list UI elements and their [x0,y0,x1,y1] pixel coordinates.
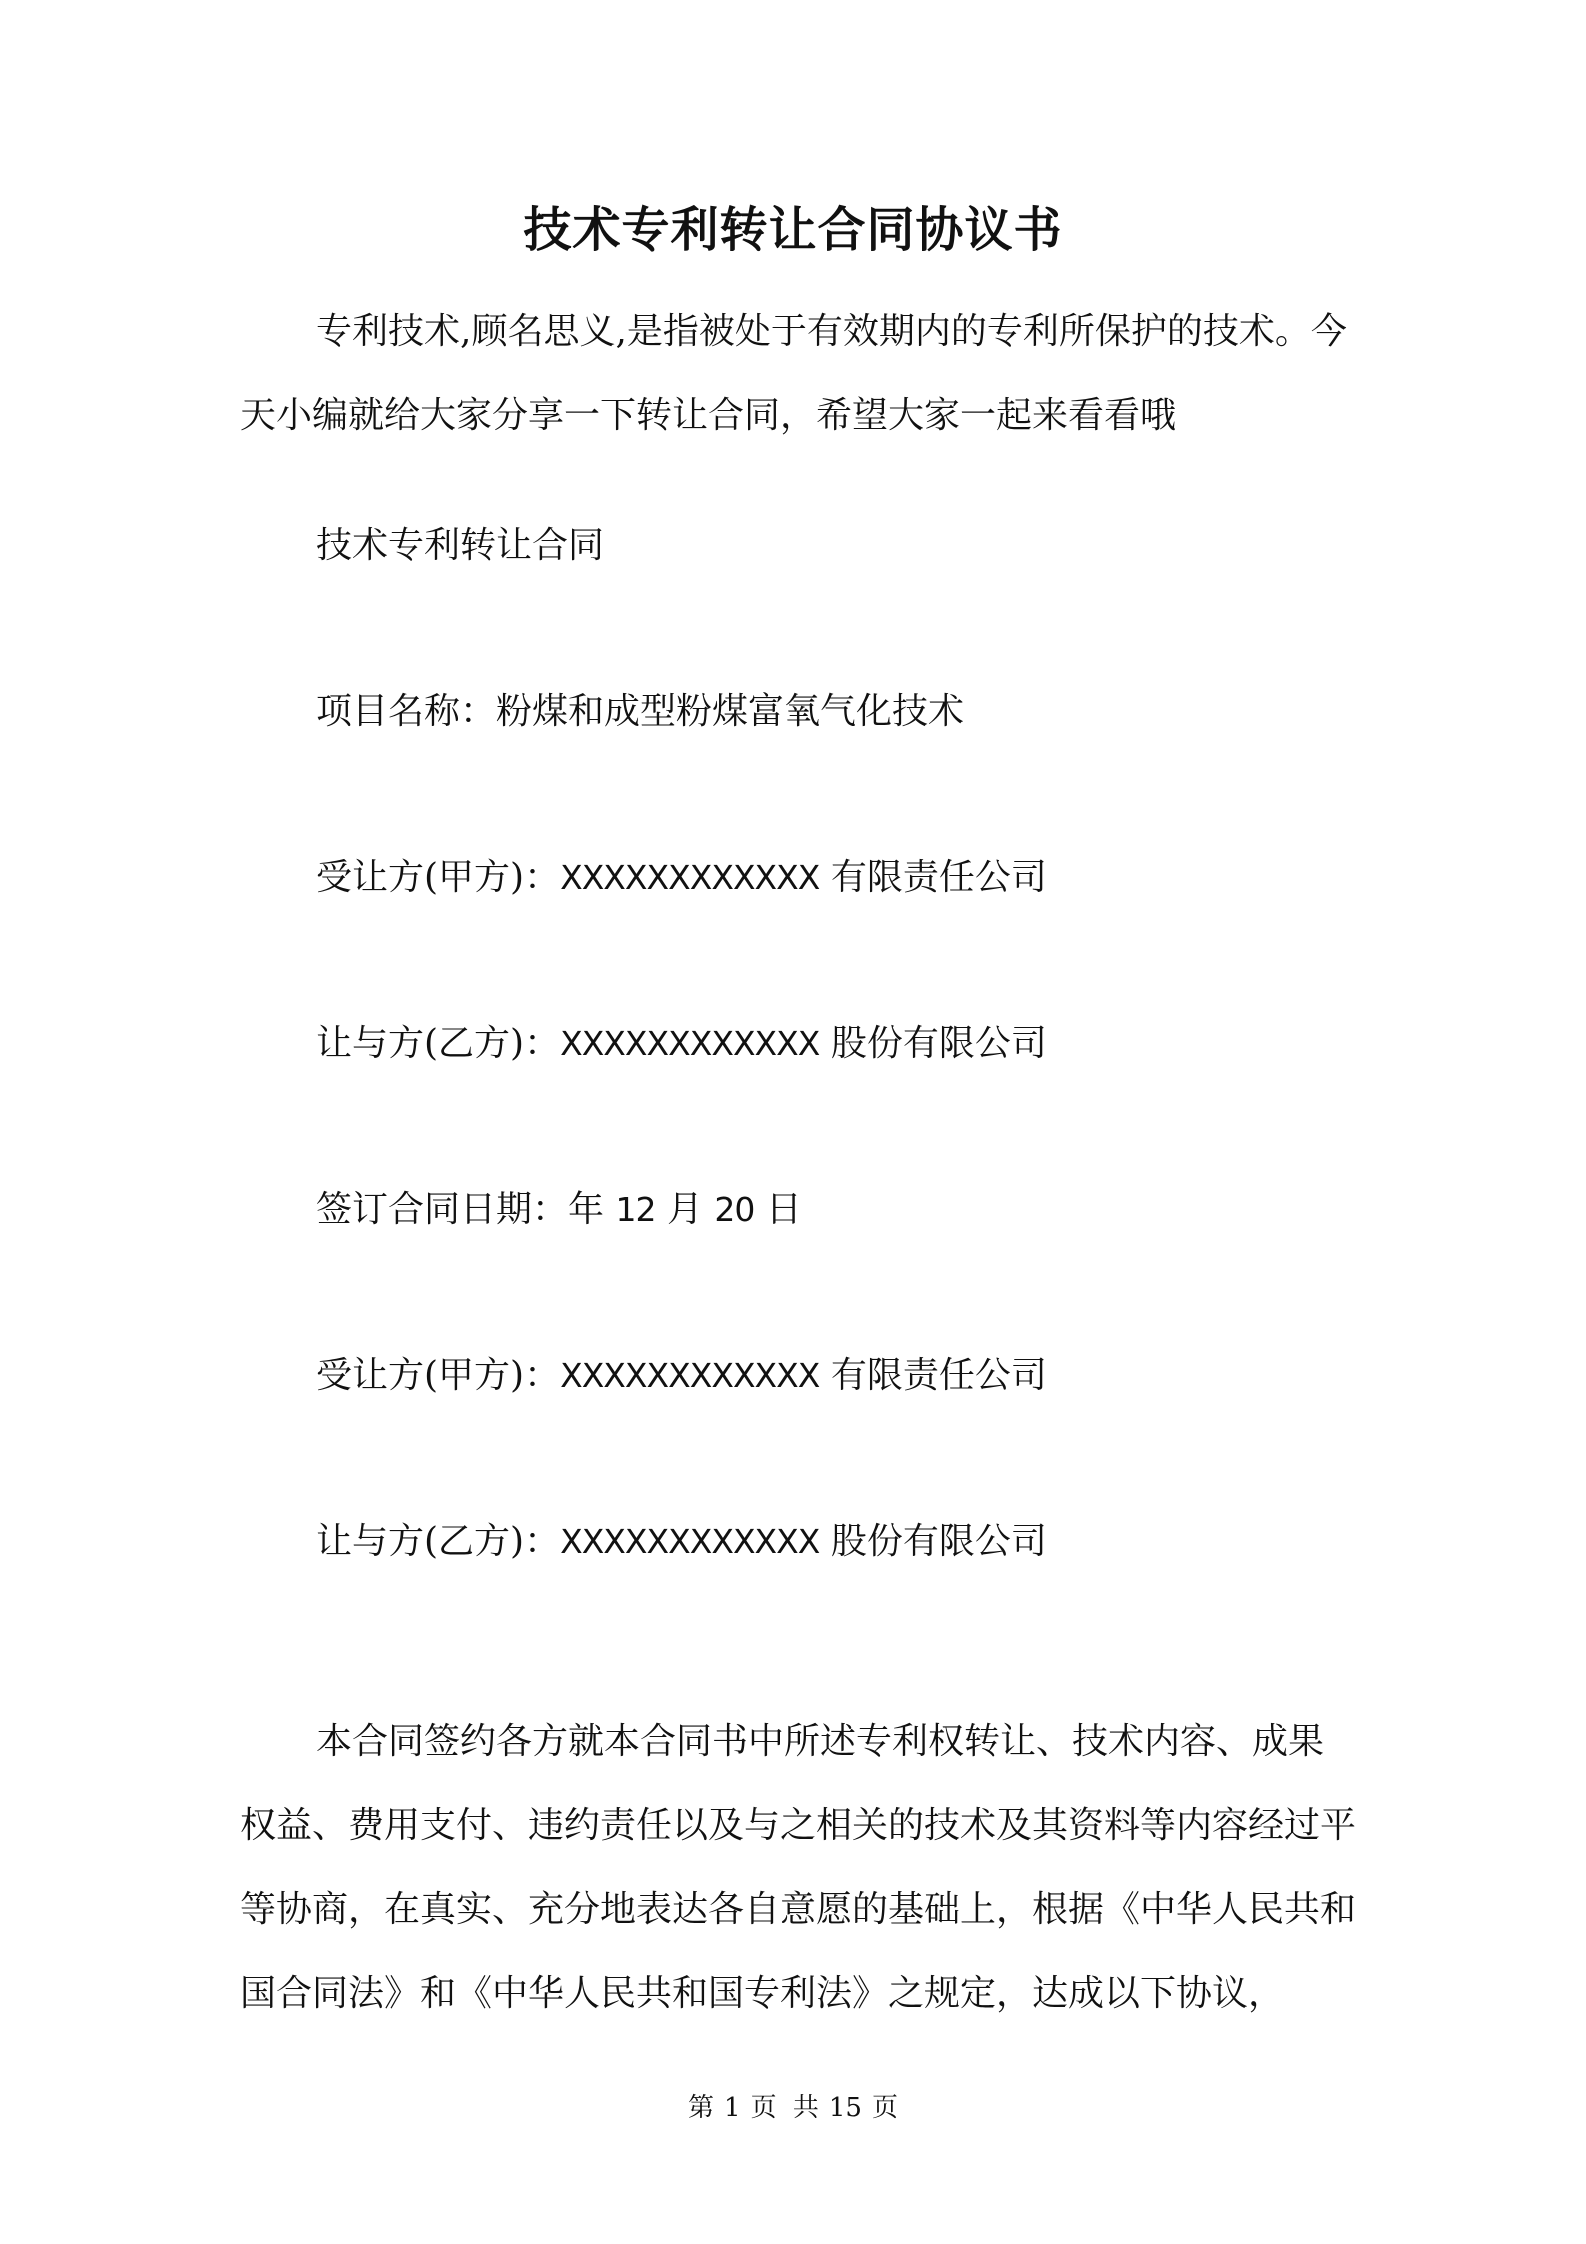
agreement-body-paragraph: 本合同签约各方就本合同书中所述专利权转让、技术内容、成果权益、费用支付、违约责任以及与之相关的技术及其资料等内容经过平等协商，在真实、充分地表达各自意愿的基础上，根据《中华人民共和国合同法》和《中华人民共和国专利法》之规定，达成以下协议， [240,1721,1357,2014]
party-a-line [316,854,1047,902]
party-a-label: 受让方(甲方)： [316,857,561,898]
project-name-label: 项目名称： [316,691,497,732]
footer-total-pages: 15 [828,2093,862,2123]
footer-page-number: 1 [724,2093,741,2123]
footer-prefix: 第 [688,2093,715,2123]
party-b-suffix: 股份有限公司 [830,1023,1047,1064]
party-b-suffix-repeat: 股份有限公司 [830,1521,1047,1562]
party-a-line-repeat [316,1352,1047,1400]
contract-subtitle: 技术专利转让合同 [316,525,605,566]
party-b-line [316,1020,1047,1068]
project-name-value: 粉煤和成型粉煤富氧气化技术 [496,691,965,732]
party-b-name: XXXXXXXXXXXX [560,1024,820,1063]
intro-paragraph: 专利技术,顾名思义,是指被处于有效期内的专利所保护的技术。今天小编就给大家分享一下转让合同，希望大家一起来看看哦 [240,311,1347,436]
party-b-label-repeat: 让与方(乙方)： [316,1521,561,1562]
party-b-line-repeat [316,1518,1047,1566]
signing-date-line [316,1186,802,1234]
page-footer [0,2090,1586,2126]
signing-date-year: 年 [568,1189,605,1230]
signing-date-month-unit: 月 [666,1189,703,1230]
party-a-label-repeat: 受让方(甲方)： [316,1355,561,1396]
party-a-name-repeat: XXXXXXXXXXXX [560,1356,820,1395]
signing-date-label: 签订合同日期： [316,1189,569,1230]
project-name-line [316,688,964,736]
signing-date-day-unit: 日 [765,1189,802,1230]
footer-suffix: 页 [871,2093,898,2123]
party-b-label: 让与方(乙方)： [316,1023,561,1064]
document-title: 技术专利转让合同协议书 [523,202,1063,258]
party-a-suffix-repeat: 有限责任公司 [830,1355,1047,1396]
footer-middle: 页 共 [750,2093,819,2123]
party-b-name-repeat: XXXXXXXXXXXX [560,1522,820,1561]
party-a-name: XXXXXXXXXXXX [560,858,820,897]
signing-date-day: 20 [714,1190,755,1229]
signing-date-month: 12 [615,1190,656,1229]
party-a-suffix: 有限责任公司 [830,857,1047,898]
